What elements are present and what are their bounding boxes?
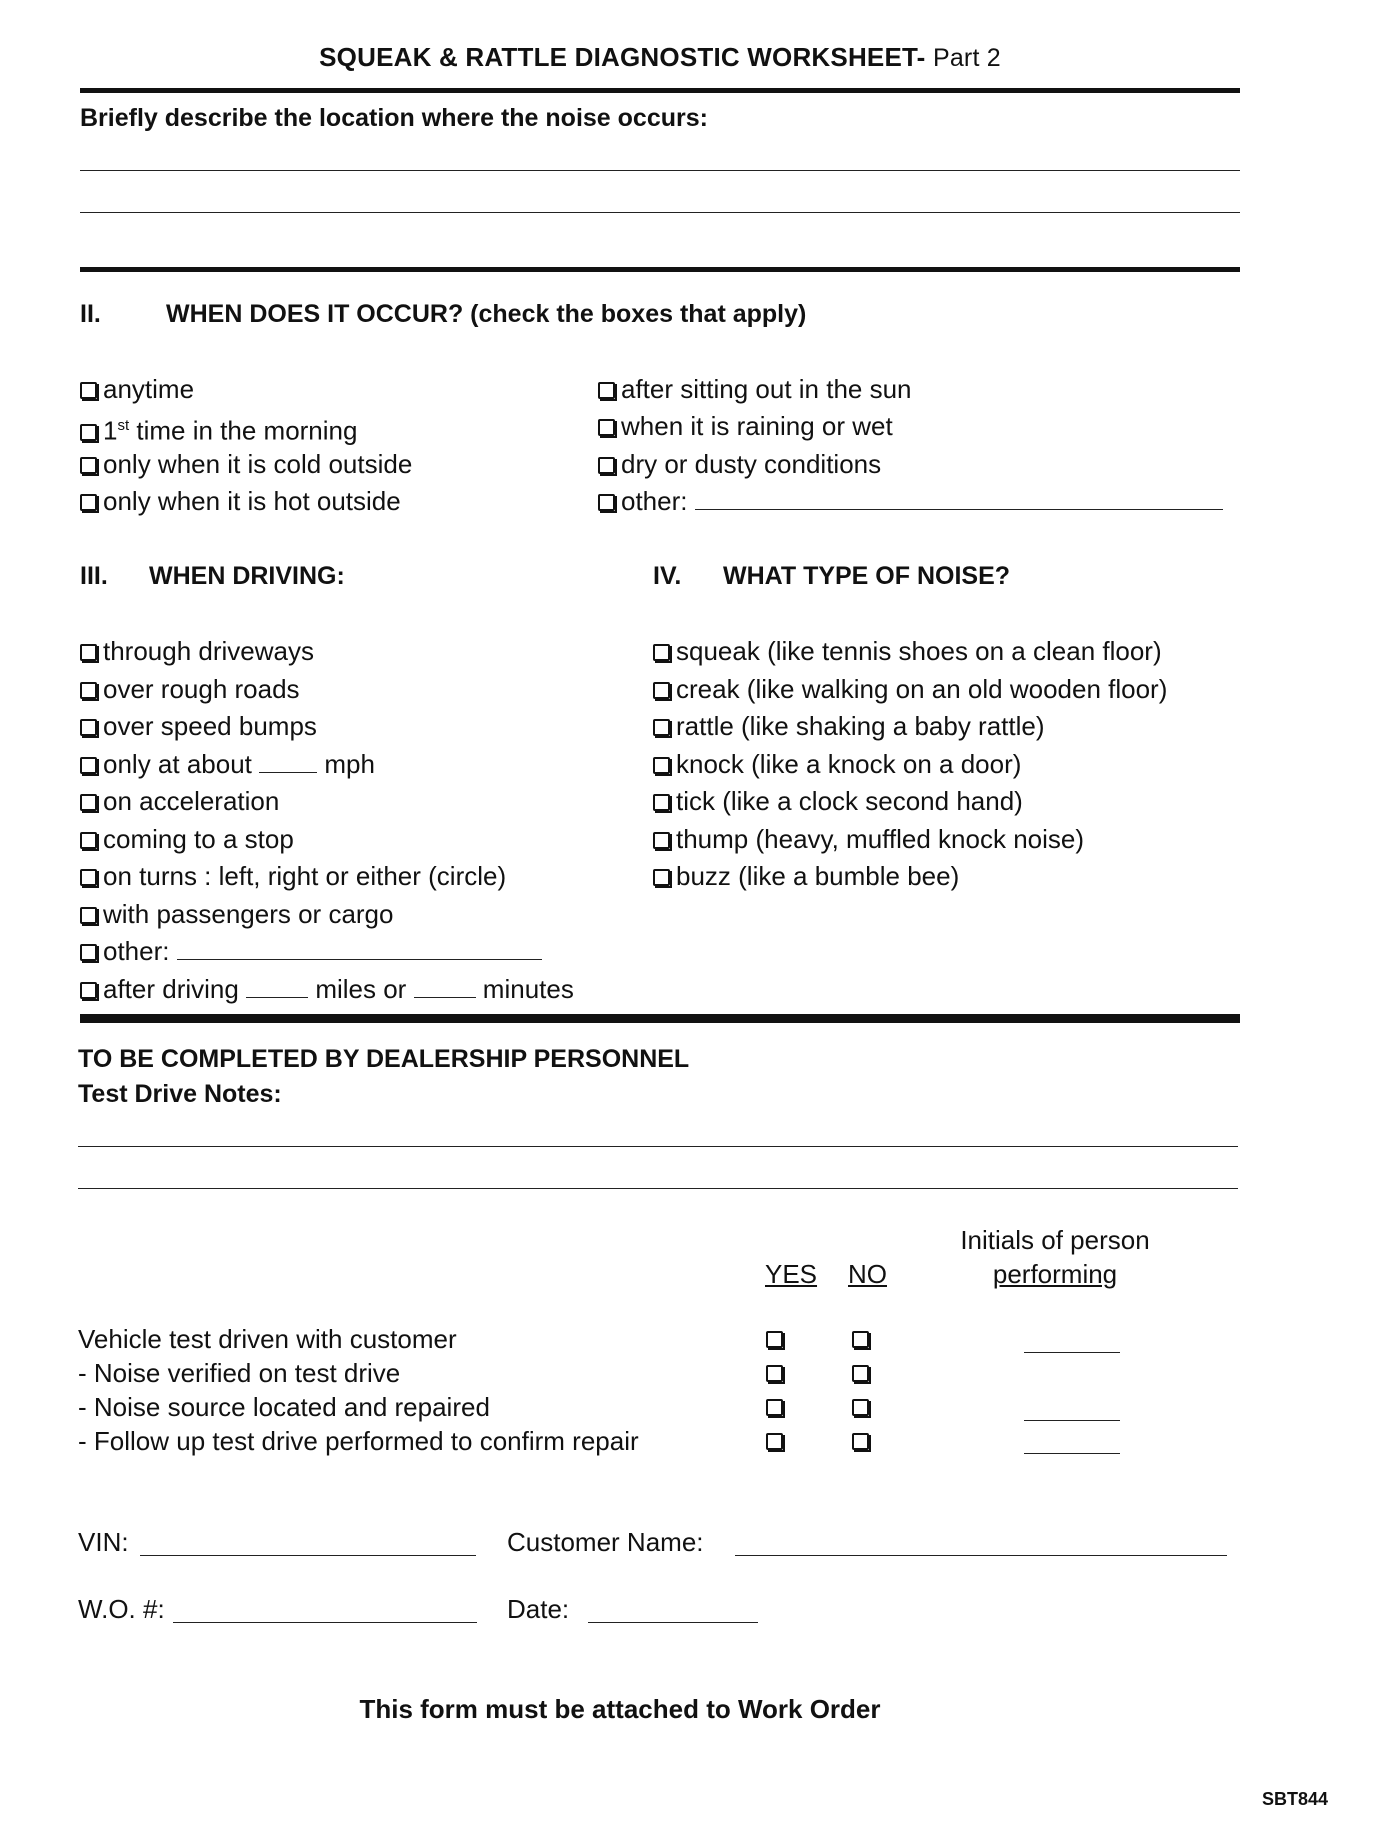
driving-item[interactable] bbox=[80, 636, 314, 666]
when-item-label: after sitting out in the sun bbox=[621, 374, 912, 404]
when-item-label: other: bbox=[621, 486, 688, 516]
driving-item-label: coming to a stop bbox=[103, 824, 294, 854]
no-checkbox[interactable] bbox=[852, 1433, 875, 1454]
miles-blank[interactable] bbox=[246, 977, 308, 998]
driving-item-label: over rough roads bbox=[103, 674, 300, 704]
checkbox[interactable] bbox=[80, 757, 97, 774]
checkbox[interactable] bbox=[80, 832, 97, 849]
when-item-label: only when it is hot outside bbox=[103, 486, 401, 516]
location-line-1[interactable] bbox=[80, 170, 1240, 171]
dealer-heading: TO BE COMPLETED BY DEALERSHIP PERSONNEL bbox=[78, 1045, 690, 1073]
when-item-rain[interactable] bbox=[598, 411, 893, 441]
checkbox[interactable] bbox=[80, 982, 97, 999]
section3-numeral: III. bbox=[80, 562, 108, 590]
dealer-row-label: - Follow up test drive performed to confirm repair bbox=[78, 1426, 639, 1456]
initials-line[interactable] bbox=[1024, 1453, 1120, 1454]
section2-numeral: II. bbox=[80, 300, 101, 328]
driving-item[interactable] bbox=[80, 824, 294, 854]
section3-heading: WHEN DRIVING: bbox=[149, 562, 345, 590]
noise-item-label: thump (heavy, muffled knock noise) bbox=[676, 824, 1085, 854]
location-line-2[interactable] bbox=[80, 212, 1240, 213]
checkbox[interactable] bbox=[653, 719, 670, 736]
title-main: SQUEAK & RATTLE DIAGNOSTIC WORKSHEET- bbox=[319, 42, 926, 72]
driving-item[interactable] bbox=[80, 711, 317, 741]
checkbox[interactable] bbox=[598, 494, 615, 511]
when-item-hot[interactable] bbox=[80, 486, 401, 516]
vin-label: VIN: bbox=[78, 1527, 129, 1557]
customer-name-field[interactable] bbox=[735, 1555, 1227, 1556]
checkbox[interactable] bbox=[80, 944, 97, 961]
other-blank[interactable] bbox=[695, 489, 1223, 510]
after-mid: miles or bbox=[315, 974, 407, 1004]
initials-line[interactable] bbox=[1024, 1352, 1120, 1353]
checkbox[interactable] bbox=[80, 382, 97, 399]
noise-item-label: squeak (like tennis shoes on a clean floor) bbox=[676, 636, 1162, 666]
noise-item[interactable] bbox=[653, 749, 1021, 779]
driving-item-label: over speed bumps bbox=[103, 711, 317, 741]
checkbox[interactable] bbox=[653, 757, 670, 774]
customer-name-label: Customer Name: bbox=[507, 1527, 704, 1557]
when-item-label: when it is raining or wet bbox=[621, 411, 893, 441]
noise-item[interactable] bbox=[653, 824, 1084, 854]
checkbox[interactable] bbox=[598, 382, 615, 399]
when-item-sun[interactable] bbox=[598, 374, 912, 404]
yes-checkbox[interactable] bbox=[766, 1365, 789, 1386]
after-post: minutes bbox=[482, 974, 574, 1004]
notes-line-2[interactable] bbox=[78, 1188, 1238, 1189]
noise-item-label: buzz (like a bumble bee) bbox=[676, 861, 960, 891]
other-blank[interactable] bbox=[177, 939, 542, 960]
title-part: Part 2 bbox=[932, 44, 1001, 72]
vin-field[interactable] bbox=[140, 1555, 476, 1556]
checkbox[interactable] bbox=[80, 424, 97, 441]
section4-numeral: IV. bbox=[653, 562, 682, 590]
yes-checkbox[interactable] bbox=[766, 1433, 789, 1454]
no-header: NO bbox=[848, 1259, 887, 1289]
wo-field[interactable] bbox=[173, 1622, 477, 1623]
no-checkbox[interactable] bbox=[852, 1331, 875, 1352]
when-item-label: only when it is cold outside bbox=[103, 449, 413, 479]
date-field[interactable] bbox=[588, 1622, 758, 1623]
dealer-row-label: Vehicle test driven with customer bbox=[78, 1324, 457, 1354]
minutes-blank[interactable] bbox=[414, 977, 476, 998]
driving-item-mph[interactable] bbox=[80, 749, 375, 779]
after-pre: after driving bbox=[103, 974, 239, 1004]
mph-post: mph bbox=[324, 749, 375, 779]
noise-item-label: creak (like walking on an old wooden floor) bbox=[676, 674, 1168, 704]
when-item-cold[interactable] bbox=[80, 449, 412, 479]
when-item-label: anytime bbox=[103, 374, 195, 404]
checkbox[interactable] bbox=[80, 682, 97, 699]
initials-header-1: Initials of person bbox=[960, 1225, 1150, 1255]
no-checkbox[interactable] bbox=[852, 1399, 875, 1420]
driving-item[interactable] bbox=[80, 786, 279, 816]
location-prompt: Briefly describe the location where the noise occurs: bbox=[80, 104, 708, 132]
dealer-divider bbox=[80, 1014, 1240, 1023]
when-item-anytime[interactable] bbox=[80, 374, 194, 404]
driving-item[interactable] bbox=[80, 899, 393, 929]
checkbox[interactable] bbox=[80, 644, 97, 661]
driving-item-label: on turns : left, right or either (circle) bbox=[103, 861, 507, 891]
dealer-row-label: - Noise verified on test drive bbox=[78, 1358, 401, 1388]
noise-item[interactable] bbox=[653, 786, 1023, 816]
checkbox[interactable] bbox=[653, 644, 670, 661]
noise-item[interactable] bbox=[653, 674, 1167, 704]
checkbox[interactable] bbox=[80, 494, 97, 511]
form-code: SBT844 bbox=[1262, 1789, 1329, 1809]
page-title bbox=[0, 42, 1320, 73]
checkbox[interactable] bbox=[653, 794, 670, 811]
checkbox[interactable] bbox=[653, 682, 670, 699]
driving-item-label: through driveways bbox=[103, 636, 314, 666]
when-item-other[interactable] bbox=[598, 486, 1223, 516]
test-drive-notes-label: Test Drive Notes: bbox=[78, 1080, 282, 1108]
driving-item-other[interactable] bbox=[80, 936, 542, 966]
when-item-morning[interactable] bbox=[80, 411, 357, 446]
noise-item[interactable] bbox=[653, 636, 1162, 666]
morning-post: time in the morning bbox=[129, 415, 358, 446]
noise-item-label: tick (like a clock second hand) bbox=[676, 786, 1023, 816]
title-divider bbox=[80, 88, 1240, 93]
checkbox[interactable] bbox=[80, 907, 97, 924]
driving-item-label: with passengers or cargo bbox=[103, 899, 394, 929]
section4-heading: WHAT TYPE OF NOISE? bbox=[723, 562, 1011, 590]
noise-item[interactable] bbox=[653, 861, 959, 891]
morning-pre: 1 bbox=[103, 415, 118, 446]
checkbox[interactable] bbox=[653, 832, 670, 849]
yes-header: YES bbox=[765, 1259, 818, 1289]
driving-item-label: other: bbox=[103, 936, 170, 966]
checkbox[interactable] bbox=[80, 719, 97, 736]
checkbox[interactable] bbox=[598, 457, 615, 474]
noise-item[interactable] bbox=[653, 711, 1045, 741]
morning-sup: st bbox=[117, 417, 130, 434]
driving-item-after[interactable] bbox=[80, 974, 574, 1004]
when-item-dusty[interactable] bbox=[598, 449, 881, 479]
driving-item[interactable] bbox=[80, 674, 300, 704]
initials-header-2: performing bbox=[992, 1259, 1118, 1289]
mph-pre: only at about bbox=[103, 749, 252, 779]
wo-label: W.O. #: bbox=[78, 1594, 165, 1624]
dealer-row-label: - Noise source located and repaired bbox=[78, 1392, 490, 1422]
date-label: Date: bbox=[507, 1594, 570, 1624]
no-checkbox[interactable] bbox=[852, 1365, 875, 1386]
noise-item-label: rattle (like shaking a baby rattle) bbox=[676, 711, 1045, 741]
checkbox[interactable] bbox=[598, 419, 615, 436]
yes-checkbox[interactable] bbox=[766, 1331, 789, 1352]
mph-blank[interactable] bbox=[259, 752, 317, 773]
driving-item-label: on acceleration bbox=[103, 786, 280, 816]
checkbox[interactable] bbox=[80, 457, 97, 474]
notes-line-1[interactable] bbox=[78, 1146, 1238, 1147]
checkbox[interactable] bbox=[80, 869, 97, 886]
section2-heading: WHEN DOES IT OCCUR? (check the boxes that apply) bbox=[166, 300, 807, 328]
noise-item-label: knock (like a knock on a door) bbox=[676, 749, 1022, 779]
checkbox[interactable] bbox=[653, 869, 670, 886]
yes-checkbox[interactable] bbox=[766, 1399, 789, 1420]
initials-line[interactable] bbox=[1024, 1420, 1120, 1421]
checkbox[interactable] bbox=[80, 794, 97, 811]
driving-item[interactable] bbox=[80, 861, 506, 891]
footer-note: This form must be attached to Work Order bbox=[359, 1694, 881, 1724]
when-item-label: dry or dusty conditions bbox=[621, 449, 882, 479]
section-divider bbox=[80, 267, 1240, 272]
